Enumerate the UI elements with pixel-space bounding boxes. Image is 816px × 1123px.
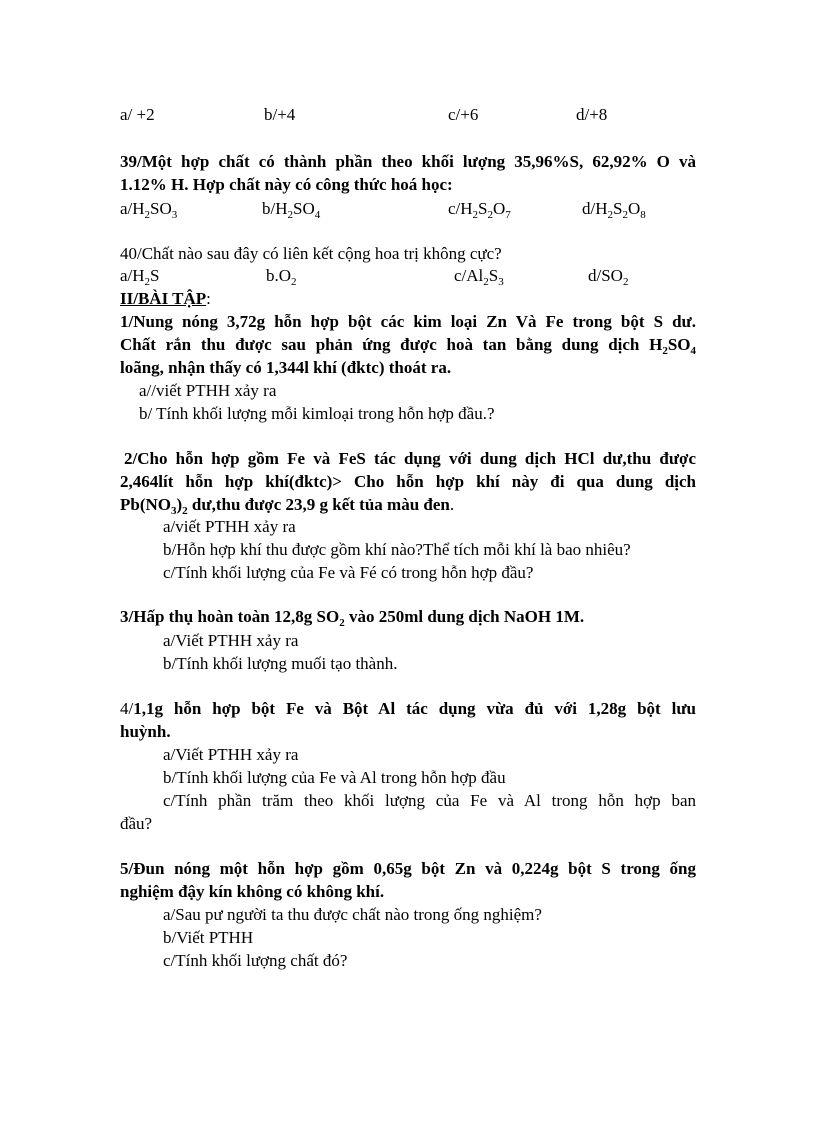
ex4-part-c-cont: đầu? — [120, 814, 153, 833]
ex5-line2: nghiệm đậy kín không có không khí. — [120, 882, 385, 901]
ex5-line1: 5/Đun nóng một hỗn hợp gồm 0,65g bột Zn và 0,224g bột S trong ống — [120, 859, 696, 878]
q39-option-a: $a/H_2SO_3$ — [120, 199, 178, 221]
ex5-part-a: a/Sau pư người ta thu được chất nào trong ống nghiệm? — [163, 905, 542, 924]
ex1-part-b: b/ Tính khối lượng mỗi kimloại trong hỗn hợp đầu.? — [139, 404, 495, 423]
ex1-line3: loãng, nhận thấy có 1,344l khí (đktc) thoát ra. — [120, 358, 452, 377]
ex4-part-c: c/Tính phần trăm theo khối lượng của Fe và Al trong hỗn hợp ban — [163, 791, 696, 810]
ex3-line1: 3/Hấp thụ hoàn toàn 12,8g $SO_2$ vào 250ml dung dịch NaOH 1M. — [120, 607, 585, 629]
q38-option-c: c/+6 — [448, 105, 479, 124]
q39-option-c: $c/H_2S_2O_7$ — [448, 199, 511, 221]
ex5-part-c: c/Tính khối lượng chất đó? — [163, 951, 348, 970]
q40-option-c: $c/Al_2S_3$ — [454, 266, 504, 288]
ex1-line1: 1/Nung nóng 3,72g hỗn hợp bột các kim loại Zn Và Fe trong bột S dư. — [120, 312, 696, 331]
q39-line2: 1.12% H. Hợp chất này có công thức hoá học: — [120, 175, 453, 194]
ex3-part-a: a/Viết PTHH xảy ra — [163, 631, 299, 650]
ex3-part-b: b/Tính khối lượng muối tạo thành. — [163, 654, 398, 673]
q38-option-b: b/+4 — [264, 105, 296, 124]
ex2-line1: 2/Cho hỗn hợp gồm Fe và FeS tác dụng với dung dịch HCl dư,thu được — [124, 449, 696, 468]
q39-line1: 39/Một hợp chất có thành phần theo khối lượng 35,96%S, 62,92% O và — [120, 152, 696, 171]
ex4-line1: 4/1,1g hỗn hợp bột Fe và Bột Al tác dụng vừa đủ với 1,28g bột lưu — [120, 699, 696, 718]
ex2-part-a: a/viết PTHH xảy ra — [163, 517, 296, 536]
ex4-part-b: b/Tính khối lượng của Fe và Al trong hỗn hợp đầu — [163, 768, 506, 787]
q38-option-d: d/+8 — [576, 105, 608, 124]
q40-option-a: $a/H_2S$ — [120, 266, 160, 288]
ex4-line2: huỳnh. — [120, 722, 171, 741]
ex5-part-b: b/Viết PTHH — [163, 928, 254, 947]
q39-option-b: $b/H_2SO_4$ — [262, 199, 321, 221]
q40-question: 40/Chất nào sau đây có liên kết cộng hoa trị không cực? — [120, 244, 502, 263]
q38-option-a: a/ +2 — [120, 105, 155, 124]
ex2-part-c: c/Tính khối lượng của Fe và Fé có trong hỗn hợp đầu? — [163, 563, 534, 582]
ex1-part-a: a//viết PTHH xảy ra — [139, 381, 277, 400]
ex2-part-b: b/Hỗn hợp khí thu được gồm khí nào?Thể tích mỗi khí là bao nhiêu? — [163, 540, 631, 559]
ex2-line3: $Pb(NO_3)_2$ dư,thu được 23,9 g kết tủa màu đen. — [120, 495, 455, 517]
section-heading: II/BÀI TẬP: — [120, 289, 211, 308]
ex4-part-a: a/Viết PTHH xảy ra — [163, 745, 299, 764]
ex1-line2: Chất rắn thu được sau phản ứng được hoà tan bằng dung dịch $H_2SO_4$ — [120, 335, 696, 357]
q40-option-b: $b.O_2$ — [266, 266, 297, 288]
q39-option-d: $d/H_2S_2O_8$ — [582, 199, 646, 221]
q40-option-d: $d/SO_2$ — [588, 266, 629, 288]
ex2-line2: 2,464lít hỗn hợp khí(đktc)> Cho hỗn hợp khí này đi qua dung dịch — [120, 472, 696, 491]
